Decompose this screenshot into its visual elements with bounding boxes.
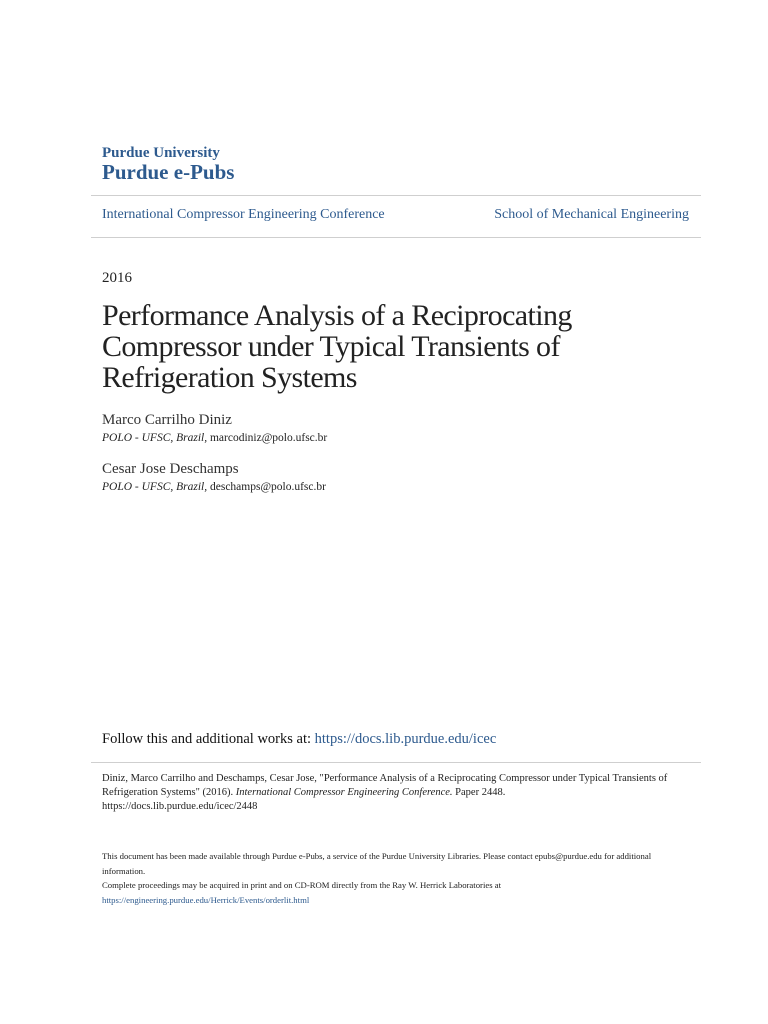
follow-line [102,731,496,748]
affiliation-text: POLO - UFSC, Brazil, [102,432,208,444]
citation-divider [91,762,701,763]
conference-collection-link[interactable]: International Compressor Engineering Conference [102,207,385,222]
bottom-divider [91,237,701,238]
publication-year: 2016 [102,270,132,286]
author-email: deschamps@polo.ufsc.br [209,481,326,493]
author-affiliation [102,481,326,493]
collection-url-link[interactable]: https://docs.lib.purdue.edu/icec [314,731,497,747]
author-email: marcodiniz@polo.ufsc.br [209,432,328,444]
author-affiliation [102,432,327,444]
notice-line-1: This document has been made available through Purdue e-Pubs, a service of the Purdue University Libraries. Please contact epubs@purdue.edu for additional information. [102,851,652,876]
recommended-citation [102,772,682,814]
school-collection-link[interactable]: School of Mechanical Engineering [494,207,689,222]
availability-notice [102,849,682,907]
citation-paper-number: Paper 2448. [455,787,506,798]
affiliation-text: POLO - UFSC, Brazil, [102,481,208,493]
herrick-order-link[interactable]: https://engineering.purdue.edu/Herrick/Events/orderlit.html [102,894,310,905]
citation-text: Diniz, Marco Carrilho and Deschamps, Cesar Jose, "Performance Analysis of a Reciprocating Compressor under Typical Transients of Refrigeration Systems" (2016). [102,773,668,798]
citation-journal: International Compressor Engineering Conference. [235,787,453,798]
university-name: Purdue University [102,145,220,161]
top-divider [91,195,701,196]
citation-url: https://docs.lib.purdue.edu/icec/2448 [102,801,258,812]
paper-title: Performance Analysis of a Reciprocating Compressor under Typical Transients of Refrigeration Systems [102,299,572,394]
repository-link[interactable]: Purdue e-Pubs [102,160,235,184]
notice-line-2 [102,878,682,907]
follow-text: Follow this and additional works at: [102,731,312,747]
author-name: Cesar Jose Deschamps [102,461,239,477]
notice-text: Complete proceedings may be acquired in print and on CD-ROM directly from the Ray W. Herrick Laboratories at [102,880,502,890]
author-name: Marco Carrilho Diniz [102,412,232,428]
